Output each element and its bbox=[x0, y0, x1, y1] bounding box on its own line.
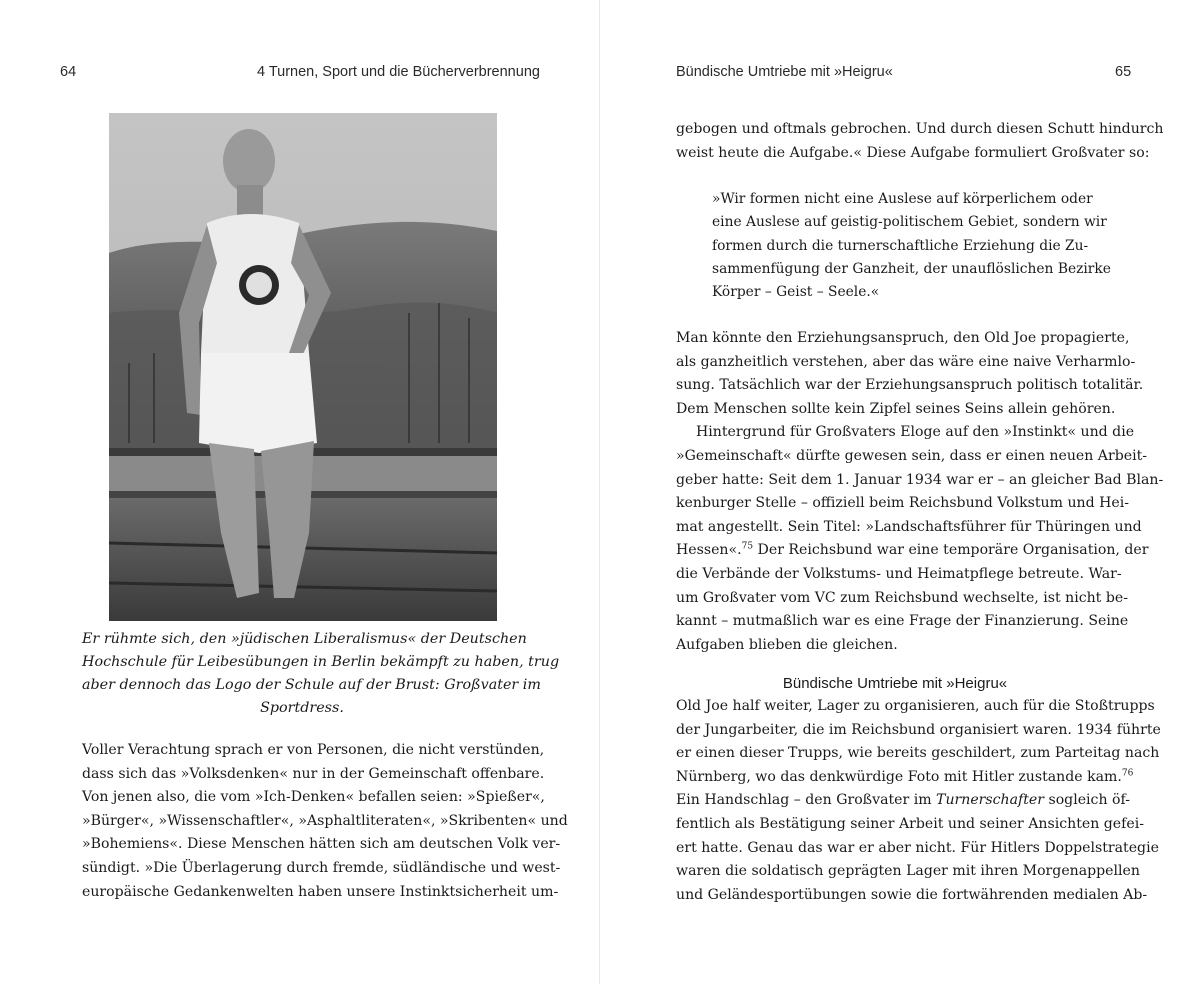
text-line: sung. Tatsächlich war der Erziehungsanspruch politisch totalitär. bbox=[676, 377, 1144, 394]
quote-line: sammenfügung der Ganzheit, der unauflöslichen Bezirke bbox=[712, 260, 1111, 277]
page-number: 65 bbox=[1115, 64, 1132, 80]
text-fragment: sogleich öf- bbox=[1043, 792, 1130, 809]
text-fragment: Nürnberg, wo das denkwürdige Foto mit Hitler zustande kam. bbox=[676, 768, 1122, 785]
text-line: kenburger Stelle – offiziell beim Reichsbund Volkstum und Hei- bbox=[676, 495, 1130, 512]
quote-line: »Wir formen nicht eine Auslese auf körperlichem oder bbox=[712, 191, 1093, 207]
text-fragment: Der Reichsbund war eine temporäre Organisation, der bbox=[753, 542, 1149, 559]
footnote-marker: 75 bbox=[741, 541, 754, 552]
block-quote bbox=[712, 188, 1111, 304]
text-line: Aufgaben blieben die gleichen. bbox=[676, 636, 898, 653]
text-line-with-footnote bbox=[676, 539, 1149, 563]
caption-line: aber dennoch das Logo der Schule auf der Brust: Großvater im bbox=[82, 677, 541, 693]
right-bottom-text bbox=[676, 695, 1161, 907]
page-number: 64 bbox=[60, 64, 77, 80]
text-line: mat angestellt. Sein Titel: »Landschaftsführer für Thüringen und bbox=[676, 518, 1142, 535]
text-fragment: Ein Handschlag – den Großvater im bbox=[676, 792, 937, 809]
running-head: 4 Turnen, Sport und die Bücherverbrennung bbox=[257, 64, 540, 80]
athlete-photo bbox=[109, 113, 497, 621]
caption-line: Er rühmte sich, den »jüdischen Liberalismus« der Deutschen bbox=[82, 631, 527, 647]
right-mid-text bbox=[676, 327, 1164, 657]
text-line: sündigt. »Die Überlagerung durch fremde, südländische und west- bbox=[82, 859, 561, 876]
running-head: Bündische Umtriebe mit »Heigru« bbox=[676, 64, 893, 80]
text-line: kannt – mutmaßlich war es eine Frage der Finanzierung. Seine bbox=[676, 613, 1129, 630]
right-page bbox=[600, 0, 1200, 984]
text-line: fentlich als Bestätigung seiner Arbeit und seiner Ansichten gefei- bbox=[676, 815, 1144, 832]
text-line: Old Joe half weiter, Lager zu organisieren, auch für die Stoßtrupps bbox=[676, 698, 1155, 714]
left-body-text bbox=[82, 739, 568, 904]
text-line: er einen dieser Trupps, wie bereits geschildert, zum Parteitag nach bbox=[676, 745, 1160, 762]
text-line: die Verbände der Volkstums- und Heimatpflege betreute. War- bbox=[676, 565, 1122, 582]
text-line-with-emphasis bbox=[676, 789, 1130, 813]
text-line: weist heute die Aufgabe.« Diese Aufgabe formuliert Großvater so: bbox=[676, 144, 1150, 161]
text-line: dass sich das »Volksdenken« nur in der Gemeinschaft offenbare. bbox=[82, 765, 545, 782]
text-line: Man könnte den Erziehungsanspruch, den Old Joe propagierte, bbox=[676, 330, 1130, 346]
text-line: Dem Menschen sollte kein Zipfel seines Seins allein gehören. bbox=[676, 400, 1116, 417]
text-line: der Jungarbeiter, die im Reichsbund organisiert waren. 1934 führte bbox=[676, 721, 1161, 738]
text-line: Hintergrund für Großvaters Eloge auf den »Instinkt« und die bbox=[696, 424, 1135, 441]
text-line: europäische Gedankenwelten haben unsere Instinktsicherheit um- bbox=[82, 883, 559, 900]
text-line: Von jenen also, die vom »Ich-Denken« befallen seien: »Spießer«, bbox=[82, 789, 545, 806]
text-line: um Großvater vom VC zum Reichsbund wechselte, ist nicht be- bbox=[676, 589, 1128, 606]
text-line-with-footnote bbox=[676, 766, 1134, 790]
text-line: und Geländesportübungen sowie die fortwährenden medialen Ab- bbox=[676, 886, 1148, 903]
text-line: gebogen und oftmals gebrochen. Und durch diesen Schutt hindurch bbox=[676, 121, 1164, 137]
footnote-marker: 76 bbox=[1121, 768, 1134, 779]
journal-title: Turnerschafter bbox=[936, 792, 1044, 809]
text-line: »Bohemiens«. Diese Menschen hätten sich am deutschen Volk ver- bbox=[82, 836, 561, 853]
quote-line: Körper – Geist – Seele.« bbox=[712, 284, 880, 301]
text-line: geber hatte: Seit dem 1. Januar 1934 war er – an gleicher Bad Blan- bbox=[676, 471, 1164, 488]
text-line: »Gemeinschaft« dürfte gewesen sein, dass er einen neuen Arbeit- bbox=[676, 447, 1148, 464]
photo-illustration bbox=[109, 113, 497, 621]
section-heading: Bündische Umtriebe mit »Heigru« bbox=[782, 675, 1008, 692]
photo-caption bbox=[82, 628, 560, 720]
text-line: waren die soldatisch geprägten Lager mit ihren Morgenappellen bbox=[676, 863, 1140, 880]
caption-line: Hochschule für Leibesübungen in Berlin bekämpft zu haben, trug bbox=[82, 654, 560, 670]
text-fragment: Hessen«. bbox=[676, 542, 742, 559]
caption-line: Sportdress. bbox=[260, 700, 344, 716]
text-line: Voller Verachtung sprach er von Personen, die nicht verstünden, bbox=[82, 742, 545, 758]
text-line: als ganzheitlich verstehen, aber das wäre eine naive Verharmlo- bbox=[676, 353, 1136, 370]
quote-line: formen durch die turnerschaftliche Erziehung die Zu- bbox=[712, 237, 1089, 254]
text-line: ert hatte. Genau das war er aber nicht. Für Hitlers Doppelstrategie bbox=[676, 839, 1159, 856]
right-top-text bbox=[676, 118, 1164, 165]
quote-line: eine Auslese auf geistig-politischem Gebiet, sondern wir bbox=[712, 214, 1107, 231]
text-line: »Bürger«, »Wissenschaftler«, »Asphaltliteraten«, »Skribenten« und bbox=[82, 812, 568, 829]
